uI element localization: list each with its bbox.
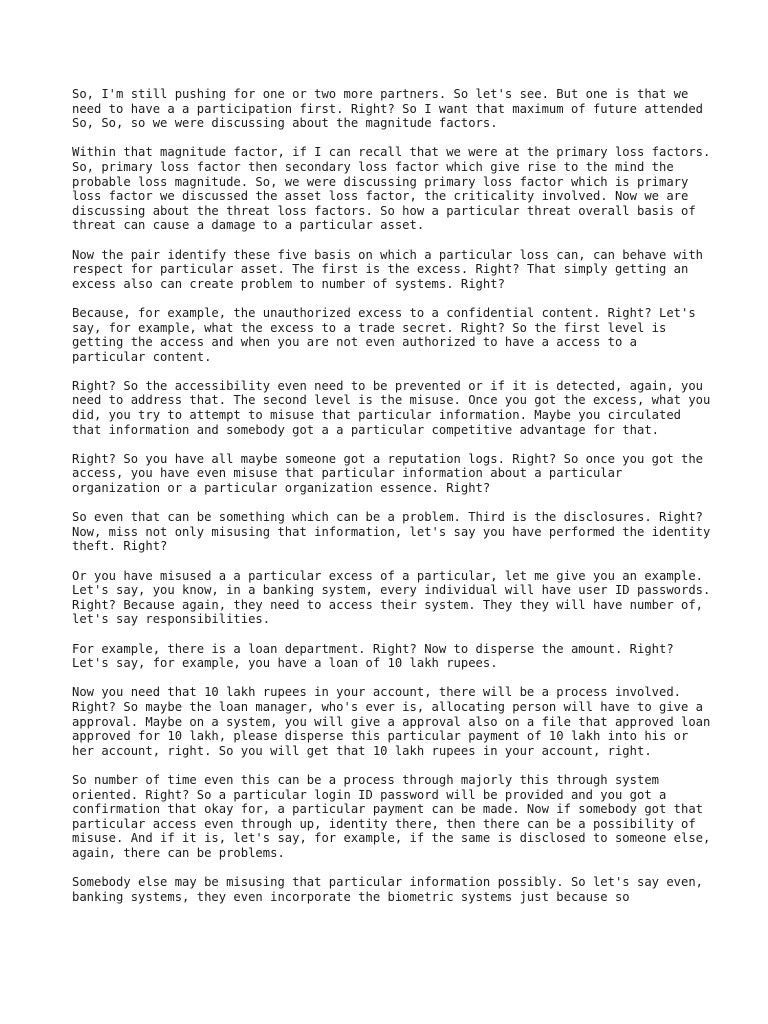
document-page — [72, 87, 712, 919]
paragraph-5: Right? So the accessibility even need to be prevented or if it is detected, again, you need to address that. The second level is the misuse. Once you got the excess, what you did, you try to attempt to misuse that particular information. Maybe you circulated that information and somebody got a a particular competitive advantage for that. — [72, 378, 711, 437]
paragraph-3: Now the pair identify these five basis on which a particular loss can, can behave with respect for particular asset. The first is the excess. Right? That simply getting an excess also can create problem to number of systems. Right? — [72, 247, 704, 291]
paragraph-1: So, I'm still pushing for one or two more partners. So let's see. But one is that we need to have a a participation first. Right? So I want that maximum of future attended So, So, so we were discussing about the magnitude factors. — [72, 87, 704, 131]
paragraph-10: Now you need that 10 lakh rupees in your account, there will be a process involved. Right? So maybe the loan manager, who's ever is, allocating person will have to give a approval. Maybe on a system, you will give a approval also on a file that approved loan approved for 10 lakh, please disperse this particular payment of 10 lakh into his or her account, right. So you will get that 10 lakh rupees in your account, right. — [72, 685, 711, 758]
paragraph-8: Or you have misused a a particular excess of a particular, let me give you an example. Let's say, you know, in a banking system, every individual will have user ID passwords. Right? Because again, they need to access their system. They they will have number of, let's say responsibilities. — [72, 568, 711, 627]
paragraph-12: Somebody else may be misusing that particular information possibly. So let's say even, banking systems, they even incorporate the biometric systems just because so — [72, 875, 704, 904]
paragraph-11: So number of time even this can be a process through majorly this through system oriented. Right? So a particular login ID password will be provided and you got a confirmation that okay for, a particular payment can be made. Now if somebody got that particular access even through up, identity there, then there can be a possibility of misuse. And if it is, let's say, for example, if the same is disclosed to someone else, again, there can be problems. — [72, 772, 711, 860]
paragraph-9: For example, there is a loan department. Right? Now to disperse the amount. Right? Let's say, for example, you have a loan of 10 lakh rupees. — [72, 641, 674, 671]
paragraph-6: Right? So you have all maybe someone got a reputation logs. Right? So once you got the access, you have even misuse that particular information about a particular organization or a particular organization essence. Right? — [72, 451, 704, 496]
paragraph-7: So even that can be something which can be a problem. Third is the disclosures. Right? Now, miss not only misusing that information, let's say you have performed the identity theft. Right? — [72, 510, 711, 554]
paragraph-2: Within that magnitude factor, if I can recall that we were at the primary loss factors. So, primary loss factor then secondary loss factor which give rise to the mind the probable loss magnitude. So, we were discussing primary loss factor which is primary loss factor we discussed the asset loss factor, the criticality involved. Now we are discussing about the threat loss factors. So how a particular threat overall basis of threat can cause a damage to a particular asset. — [72, 145, 711, 233]
paragraph-4: Because, for example, the unauthorized excess to a confidential content. Right? Let's say, for example, what the excess to a trade secret. Right? So the first level is getting the access and when you are not even authorized to have a access to a particular content. — [72, 305, 696, 364]
